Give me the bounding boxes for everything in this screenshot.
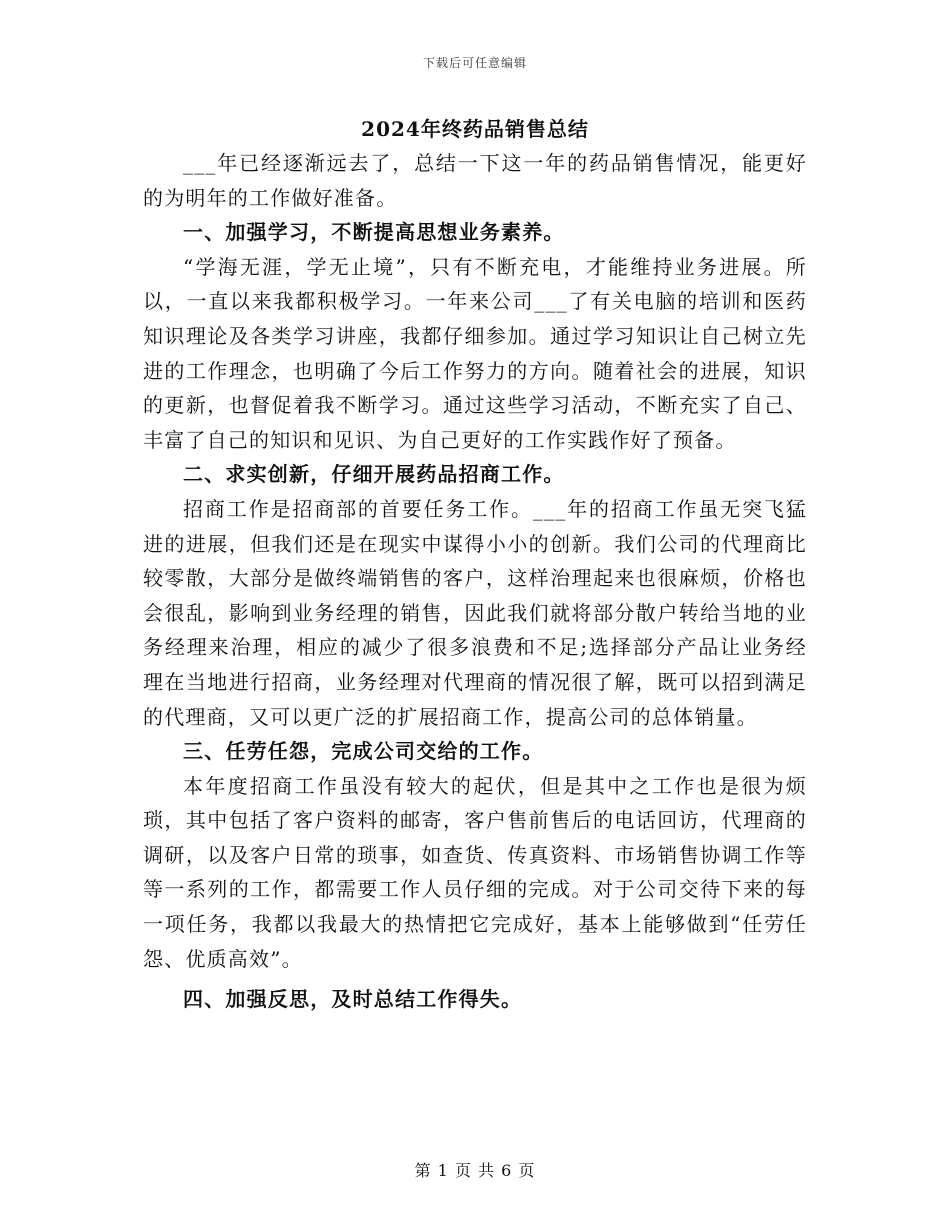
section-1-paragraph: “学海无涯，学无止境”，只有不断充电，才能维持业务进展。所以，一直以来我都积极学习。一年来公司___了有关电脑的培训和医药知识理论及各类学习讲座，我都仔细参加。通过学习知识让自己树立先进的工作理念，也明确了今后工作努力的方向。随着社会的进展，知识的更新，也督促着我不断学习。通过这些学习活动，不断充实了自己、丰富了自己的知识和见识、为自己更好的工作实践作好了预备。 <box>143 254 807 452</box>
section-heading-3: 三、任劳任怨，完成公司交给的工作。 <box>183 739 544 764</box>
header-note: 下载后可任意编辑 <box>422 56 527 70</box>
section-2-paragraph: 招商工作是招商部的首要任务工作。___年的招商工作虽无突飞猛进的进展，但我们还是在现实中谋得小小的创新。我们公司的代理商比较零散，大部分是做终端销售的客户，这样治理起来也很麻烦，价格也会很乱，影响到业务经理的销售，因此我们就将部分散户转给当地的业务经理来治理，相应的减少了很多浪费和不足;选择部分产品让业务经理在当地进行招商，业务经理对代理商的情况很了解，既可以招到满足的代理商，又可以更广泛的扩展招商工作，提高公司的总体销量。 <box>143 496 807 729</box>
section-heading-2: 二、求实创新，仔细开展药品招商工作。 <box>183 462 565 487</box>
page-footer: 第 1 页 共 6 页 <box>414 1161 536 1180</box>
intro-paragraph: ___年已经逐渐远去了，总结一下这一年的药品销售情况，能更好的为明年的工作做好准备。 <box>143 151 807 210</box>
document-body <box>143 112 807 1017</box>
section-heading-1: 一、加强学习，不断提高思想业务素养。 <box>183 220 565 245</box>
document-title: 2024年终药品销售总结 <box>361 117 589 141</box>
section-heading-4: 四、加强反思，及时总结工作得失。 <box>183 987 523 1012</box>
section-3-paragraph: 本年度招商工作虽没有较大的起伏，但是其中之工作也是很为烦琐，其中包括了客户资料的邮寄，客户售前售后的电话回访，代理商的调研，以及客户日常的琐事，如查货、传真资料、市场销售协调工作等等一系列的工作，都需要工作人员仔细的完成。对于公司交待下来的每一项任务，我都以我最大的热情把它完成好，基本上能够做到“任劳任怨、优质高效”。 <box>143 773 807 971</box>
